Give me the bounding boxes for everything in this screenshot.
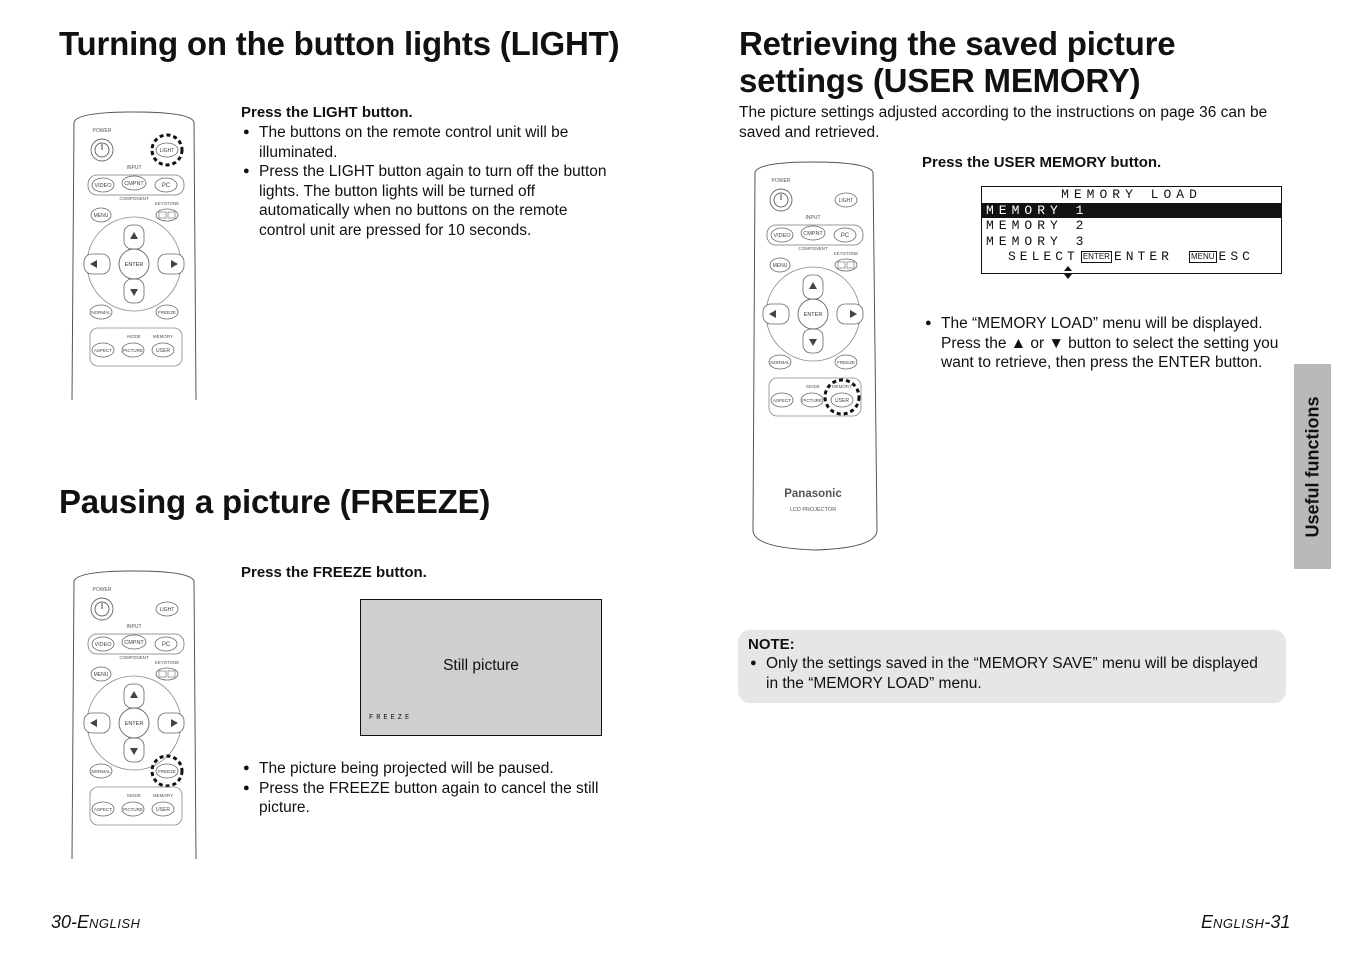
- up-down-arrows-icon: [992, 249, 1004, 264]
- cmpnt-button: [801, 226, 825, 240]
- osd-item-memory-1[interactable]: MEMORY 1: [982, 203, 1281, 219]
- down-arrow-button: [124, 738, 144, 762]
- svg-text:COMPONENT: COMPONENT: [798, 246, 828, 251]
- osd-footer: [982, 249, 1281, 265]
- list-item: ● Only the settings saved in the “MEMORY SAVE” menu will be displayed in the “MEMORY LOAD” menu.: [748, 654, 1268, 693]
- svg-text:USER: USER: [156, 348, 170, 354]
- svg-text:POWER: POWER: [771, 178, 791, 184]
- picture-button: [122, 802, 144, 816]
- svg-text:LIGHT: LIGHT: [838, 198, 854, 204]
- note-bullet-list: [748, 654, 1268, 693]
- remote-control-user-illustration: [749, 160, 881, 557]
- svg-text:NORMAL: NORMAL: [91, 310, 111, 315]
- normal-button: [90, 305, 112, 319]
- left-page-number: 30-: [51, 912, 78, 932]
- user-memory-bullet-list: [923, 314, 1283, 373]
- svg-text:POWER: POWER: [92, 128, 112, 134]
- svg-text:CMPNT: CMPNT: [803, 231, 823, 237]
- svg-text:ENTER: ENTER: [803, 312, 823, 318]
- freeze-instruction: Press the FREEZE button.: [241, 564, 427, 581]
- video-button: [92, 178, 114, 192]
- freeze-osd-label: FREEZE: [369, 714, 413, 722]
- osd-esc-label: ESC: [1218, 249, 1254, 264]
- aspect-button: [92, 802, 114, 816]
- svg-text:MEMORY: MEMORY: [831, 384, 853, 389]
- light-button: [156, 143, 178, 157]
- note-title: NOTE:: [748, 636, 795, 653]
- freeze-heading: Pausing a picture (FREEZE): [59, 483, 491, 520]
- memory-load-osd-menu: [981, 186, 1282, 274]
- freeze-bullet-list: [241, 759, 611, 818]
- osd-item-memory-2[interactable]: MEMORY 2: [986, 218, 1089, 233]
- svg-text:PICTURE: PICTURE: [123, 348, 143, 353]
- osd-enter-label: ENTER: [1113, 249, 1173, 264]
- user-memory-instruction: Press the USER MEMORY button.: [922, 154, 1162, 171]
- down-arrow-button: [803, 329, 823, 353]
- keystone-button: [835, 259, 857, 271]
- svg-text:PICTURE: PICTURE: [123, 807, 143, 812]
- svg-text:LCD PROJECTOR: LCD PROJECTOR: [789, 507, 837, 513]
- list-item: ● The “MEMORY LOAD” menu will be displayed. Press the ▲ or ▼ button to select the setting you want to retrieve, then press the ENTER button.: [923, 314, 1283, 373]
- svg-text:COMPONENT: COMPONENT: [119, 196, 149, 201]
- osd-title: MEMORY LOAD: [1061, 187, 1202, 202]
- power-icon: [91, 139, 113, 161]
- svg-text:LIGHT: LIGHT: [159, 607, 175, 613]
- svg-text:POWER: POWER: [92, 587, 112, 593]
- note-box: [738, 630, 1286, 703]
- svg-text:MENU: MENU: [93, 672, 109, 678]
- video-button: [771, 228, 793, 242]
- svg-text:MEMORY: MEMORY: [152, 793, 174, 798]
- svg-text:ASPECT: ASPECT: [93, 348, 113, 353]
- svg-text:MODE: MODE: [127, 334, 141, 339]
- svg-text:KEYSTONE: KEYSTONE: [154, 201, 180, 206]
- enter-button: [798, 299, 828, 329]
- svg-text:KEYSTONE: KEYSTONE: [154, 660, 180, 665]
- svg-text:ASPECT: ASPECT: [772, 398, 792, 403]
- svg-text:VIDEO: VIDEO: [94, 183, 112, 189]
- svg-text:NORMAL: NORMAL: [770, 360, 790, 365]
- svg-text:INPUT: INPUT: [126, 165, 142, 171]
- user-button: [152, 343, 174, 357]
- brand-logo: Panasonic: [784, 488, 842, 500]
- svg-text:USER: USER: [156, 807, 170, 813]
- svg-text:MENU: MENU: [93, 213, 109, 219]
- osd-item-memory-3[interactable]: MEMORY 3: [986, 233, 1089, 249]
- up-arrow-button: [803, 275, 823, 299]
- left-footer-initial: E: [77, 912, 90, 932]
- enter-button: [119, 708, 149, 738]
- list-item: ● The picture being projected will be paused.: [241, 759, 611, 779]
- list-item: ● The buttons on the remote control unit will be illuminated.: [241, 123, 611, 162]
- menu-button: [770, 258, 790, 272]
- remote-control-light-illustration: [70, 110, 202, 405]
- user-memory-heading-line1: Retrieving the saved picture: [739, 25, 1176, 62]
- user-button: [831, 393, 853, 407]
- aspect-button: [771, 393, 793, 407]
- power-icon: [91, 598, 113, 620]
- list-item: ● Press the FREEZE button again to cancel the still picture.: [241, 779, 611, 818]
- svg-text:KEYSTONE: KEYSTONE: [833, 251, 859, 256]
- left-footer-rest: NGLISH: [89, 916, 141, 931]
- svg-text:CMPNT: CMPNT: [124, 181, 144, 187]
- svg-text:NORMAL: NORMAL: [91, 769, 111, 774]
- right-page-number: -31: [1264, 912, 1291, 932]
- svg-text:INPUT: INPUT: [126, 624, 142, 630]
- svg-text:PC: PC: [161, 183, 171, 189]
- svg-text:INPUT: INPUT: [805, 215, 821, 221]
- menu-button: [91, 667, 111, 681]
- svg-text:COMPONENT: COMPONENT: [119, 655, 149, 660]
- side-tab-label: Useful functions: [1302, 395, 1322, 538]
- osd-select-label: SELECT: [1008, 249, 1079, 264]
- svg-text:VIDEO: VIDEO: [94, 642, 112, 648]
- svg-text:PC: PC: [840, 233, 850, 239]
- light-button: [835, 193, 857, 207]
- svg-text:PICTURE: PICTURE: [802, 398, 822, 403]
- svg-text:MENU: MENU: [772, 263, 788, 269]
- picture-button: [122, 343, 144, 357]
- section-side-tab: [1294, 364, 1331, 569]
- keystone-button: [156, 668, 178, 680]
- picture-button: [801, 393, 823, 407]
- normal-button: [90, 764, 112, 778]
- light-button: [156, 602, 178, 616]
- right-footer-rest: NGLISH: [1213, 916, 1265, 931]
- svg-text:PC: PC: [161, 642, 171, 648]
- up-arrow-button: [124, 684, 144, 708]
- svg-text:VIDEO: VIDEO: [773, 233, 791, 239]
- pc-button: [834, 228, 856, 242]
- list-item: ● Press the LIGHT button again to turn off the button lights. The button lights will be turned off automatically when no buttons on the remote control unit are pressed for 10 seconds.: [241, 162, 611, 240]
- svg-text:ENTER: ENTER: [124, 721, 144, 727]
- left-arrow-button: [763, 304, 789, 324]
- svg-text:FREEZE: FREEZE: [837, 360, 855, 365]
- svg-text:ENTER: ENTER: [124, 262, 144, 268]
- still-picture-caption: Still picture: [443, 657, 519, 674]
- freeze-button: [156, 764, 178, 778]
- user-memory-intro: The picture settings adjusted according to the instructions on page 36 can be saved and retrieved.: [739, 104, 1268, 141]
- user-memory-heading-line2: settings (USER MEMORY): [739, 62, 1141, 99]
- pc-button: [155, 178, 177, 192]
- right-page-footer: [1201, 912, 1290, 933]
- cmpnt-button: [122, 176, 146, 190]
- remote-control-freeze-illustration: [70, 569, 202, 864]
- freeze-button: [156, 305, 178, 319]
- right-footer-initial: E: [1201, 912, 1214, 932]
- svg-text:MODE: MODE: [806, 384, 820, 389]
- up-arrow-button: [124, 225, 144, 249]
- down-arrow-button: [124, 279, 144, 303]
- video-button: [92, 637, 114, 651]
- svg-text:MEMORY: MEMORY: [152, 334, 174, 339]
- svg-text:CMPNT: CMPNT: [124, 640, 144, 646]
- svg-text:LIGHT: LIGHT: [159, 148, 175, 154]
- light-bullet-list: [241, 123, 611, 240]
- left-page-footer: [51, 912, 140, 933]
- light-heading: Turning on the button lights (LIGHT): [59, 25, 620, 62]
- left-arrow-button: [84, 254, 110, 274]
- enter-key-icon: ENTER: [1082, 251, 1110, 261]
- still-picture-illustration: [360, 599, 602, 736]
- pc-button: [155, 637, 177, 651]
- user-button: [152, 802, 174, 816]
- right-arrow-button: [158, 254, 184, 274]
- enter-button: [119, 249, 149, 279]
- left-arrow-button: [84, 713, 110, 733]
- light-instruction: Press the LIGHT button.: [241, 104, 413, 121]
- freeze-button: [835, 355, 857, 369]
- svg-text:FREEZE: FREEZE: [158, 310, 176, 315]
- svg-text:ASPECT: ASPECT: [93, 807, 113, 812]
- svg-text:FREEZE: FREEZE: [158, 769, 176, 774]
- keystone-button: [156, 209, 178, 221]
- svg-text:MODE: MODE: [127, 793, 141, 798]
- right-arrow-button: [158, 713, 184, 733]
- aspect-button: [92, 343, 114, 357]
- svg-text:USER: USER: [835, 398, 849, 404]
- menu-key-icon: MENU: [1190, 251, 1215, 261]
- right-arrow-button: [837, 304, 863, 324]
- power-icon: [770, 189, 792, 211]
- normal-button: [769, 355, 791, 369]
- cmpnt-button: [122, 635, 146, 649]
- menu-button: [91, 208, 111, 222]
